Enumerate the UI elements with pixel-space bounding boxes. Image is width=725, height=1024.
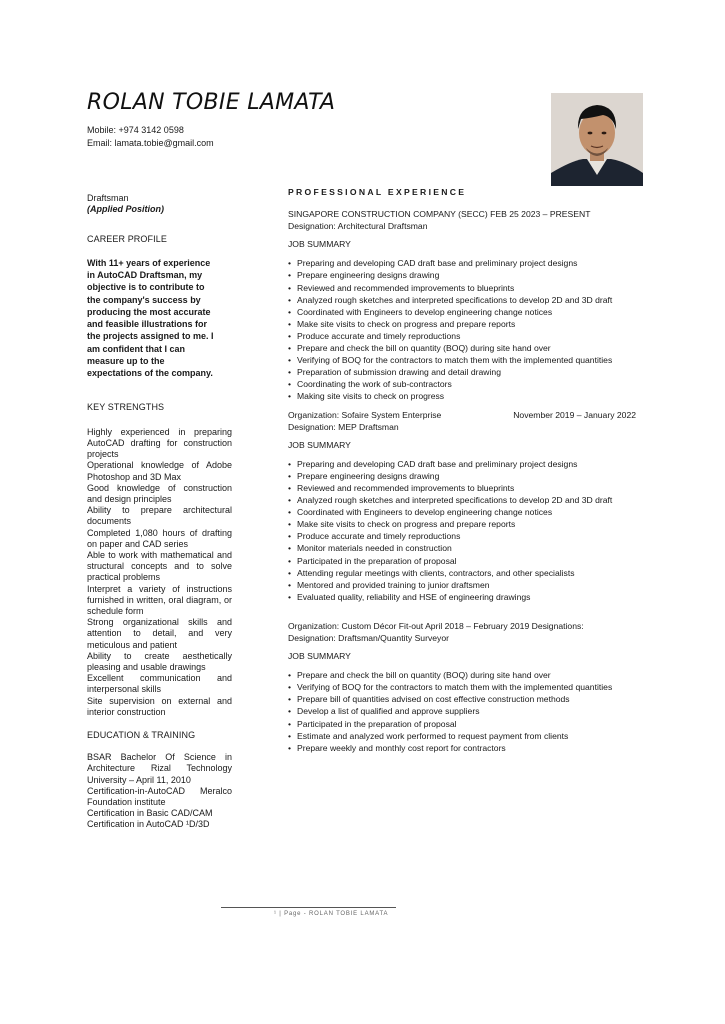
duty-item: • Prepare engineering designs drawing bbox=[288, 470, 636, 482]
duty-item: • Verifying of BOQ for the contractors to match them with the implemented quantities bbox=[288, 681, 636, 693]
duty-item: • Mentored and provided training to junior draftsmen bbox=[288, 579, 636, 591]
key-strengths-list bbox=[87, 427, 232, 718]
company-line: SINGAPORE CONSTRUCTION COMPANY (SECC) FEB 25 2023 – PRESENT bbox=[288, 209, 591, 220]
education-item: BSAR Bachelor Of Science in Architecture Rizal Technology University – April 11, 2010 bbox=[87, 752, 232, 785]
duty-item: • Coordinating the work of sub-contractors bbox=[288, 378, 636, 390]
profile-line: With 11+ years of experience bbox=[87, 257, 211, 268]
duty-item: • Make site visits to check on progress and prepare reports bbox=[288, 518, 636, 530]
career-profile-text bbox=[87, 257, 232, 380]
education-item: Certification-in-AutoCAD Meralco Foundation institute bbox=[87, 785, 232, 808]
contact-block bbox=[87, 124, 214, 149]
job-summary-heading: JOB SUMMARY bbox=[288, 651, 351, 662]
designation-line: Designation: MEP Draftsman bbox=[288, 421, 399, 432]
strength-item: Interpret a variety of instructions furnished in written, oral diagram, or schedule form bbox=[87, 583, 232, 617]
left-column bbox=[87, 193, 232, 831]
profile-line: am confident that I can bbox=[87, 343, 186, 354]
duty-item: • Evaluated quality, reliability and HSE of engineering drawings bbox=[288, 591, 636, 603]
duty-item: • Prepare engineering designs drawing bbox=[288, 269, 636, 281]
organization-line: Organization: Custom Décor Fit-out April 2018 – February 2019 Designations: bbox=[288, 620, 584, 631]
strength-item: Highly experienced in preparing AutoCAD drafting for construction projects bbox=[87, 426, 232, 460]
employment-dates: November 2019 – January 2022 bbox=[513, 409, 636, 420]
key-strengths-heading: KEY STRENGTHS bbox=[87, 401, 165, 412]
strength-item: Strong organizational skills and attention to detail, and very meticulous and patient bbox=[87, 617, 232, 650]
duty-item: • Develop a list of qualified and approve suppliers bbox=[288, 705, 636, 717]
duty-item: • Coordinated with Engineers to develop engineering change notices bbox=[288, 306, 636, 318]
profile-line: objective is to contribute to bbox=[87, 282, 205, 293]
organization-row bbox=[288, 409, 636, 421]
duty-item: • Attending regular meetings with clients, contractors, and other specialists bbox=[288, 567, 636, 579]
profile-line: and feasible illustrations for bbox=[87, 319, 208, 330]
duty-item: • Estimate and analyzed work performed to request payment from clients bbox=[288, 730, 636, 742]
education-heading: EDUCATION & TRAINING bbox=[87, 730, 196, 741]
duty-item: • Participated in the preparation of proposal bbox=[288, 555, 636, 567]
designation-line: Designation: Architectural Draftsman bbox=[288, 221, 428, 232]
career-profile-heading: CAREER PROFILE bbox=[87, 234, 167, 245]
duty-item: • Verifying of BOQ for the contractors to match them with the implemented quantities bbox=[288, 354, 636, 366]
profile-line: producing the most accurate bbox=[87, 306, 211, 317]
job-entry bbox=[288, 409, 636, 603]
duty-item: • Participated in the preparation of proposal bbox=[288, 718, 636, 730]
duty-item: • Analyzed rough sketches and interpreted specifications to develop 2D and 3D draft bbox=[288, 494, 636, 506]
footer-divider bbox=[221, 907, 396, 908]
strength-item: Completed 1,080 hours of drafting on paper and CAD series bbox=[87, 527, 232, 549]
duty-item: • Making site visits to check on progress bbox=[288, 390, 636, 402]
job-summary-heading: JOB SUMMARY bbox=[288, 239, 351, 250]
page-footer: ¹ | Page - ROLAN TOBIE LAMATA bbox=[274, 911, 389, 917]
email-address: Email: lamata.tobie@gmail.com bbox=[87, 137, 214, 148]
education-item: Certification in AutoCAD ¹D/3D bbox=[87, 819, 210, 830]
organization-name: Organization: Sofaire System Enterprise bbox=[288, 409, 442, 420]
duty-item: • Monitor materials needed in construction bbox=[288, 542, 636, 554]
profile-photo bbox=[551, 93, 643, 186]
duty-item: • Prepare and check the bill on quantity (BOQ) during site hand over bbox=[288, 669, 636, 681]
portrait-image bbox=[551, 93, 643, 186]
job-entry bbox=[288, 208, 636, 402]
strength-item: Able to work with mathematical and structural concepts and to solve practical problems bbox=[87, 550, 232, 583]
profile-line: in AutoCAD Draftsman, my bbox=[87, 269, 203, 280]
duties-list bbox=[288, 669, 636, 754]
duties-list bbox=[288, 257, 636, 402]
duty-item: • Produce accurate and timely reproductions bbox=[288, 530, 636, 542]
duty-item: • Reviewed and recommended improvements to blueprints bbox=[288, 282, 636, 294]
duty-item: • Reviewed and recommended improvements to blueprints bbox=[288, 482, 636, 494]
profile-line: measure up to the bbox=[87, 355, 165, 366]
education-list bbox=[87, 752, 232, 830]
strength-item: Operational knowledge of Adobe Photoshop and 3D Max bbox=[87, 460, 232, 482]
profile-line: the company's success by bbox=[87, 294, 201, 305]
job-summary-heading: JOB SUMMARY bbox=[288, 439, 351, 450]
professional-experience-heading: PROFESSIONAL EXPERIENCE bbox=[288, 187, 467, 197]
strength-item: Ability to create aesthetically pleasing and usable drawings bbox=[87, 650, 232, 673]
duty-item: • Preparing and developing CAD draft base and preliminary project designs bbox=[288, 458, 636, 470]
right-column bbox=[288, 186, 636, 754]
duties-list bbox=[288, 458, 636, 603]
position-title: Draftsman bbox=[87, 193, 129, 203]
strength-item: Ability to prepare architectural documents bbox=[87, 505, 232, 527]
job-entry bbox=[288, 620, 636, 754]
position-note: (Applied Position) bbox=[87, 204, 164, 215]
education-item: Certification in Basic CAD/CAM bbox=[87, 808, 213, 819]
duty-item: • Prepare and check the bill on quantity (BOQ) during site hand over bbox=[288, 342, 636, 354]
strength-item: Good knowledge of construction and design principles bbox=[87, 482, 232, 504]
strength-item: Site supervision on external and interior construction bbox=[87, 695, 232, 717]
profile-line: the projects assigned to me. I bbox=[87, 331, 214, 342]
duty-item: • Prepare bill of quantities advised on cost effective construction methods bbox=[288, 693, 636, 705]
duty-item: • Analyzed rough sketches and interpreted specifications to develop 2D and 3D draft bbox=[288, 294, 636, 306]
mobile-number: Mobile: +974 3142 0598 bbox=[87, 125, 184, 135]
duty-item: • Preparation of submission drawing and detail drawing bbox=[288, 366, 636, 378]
duty-item: • Prepare weekly and monthly cost report for contractors bbox=[288, 742, 636, 754]
duty-item: • Produce accurate and timely reproductions bbox=[288, 330, 636, 342]
profile-line: expectations of the company. bbox=[87, 368, 213, 379]
candidate-name: ROLAN TOBIE LAMATA bbox=[87, 90, 336, 115]
duty-item: • Coordinated with Engineers to develop engineering change notices bbox=[288, 506, 636, 518]
designation-line: Designation: Draftsman/Quantity Surveyor bbox=[288, 633, 449, 643]
strength-item: Excellent communication and interpersonal skills bbox=[87, 673, 232, 695]
duty-item: • Make site visits to check on progress and prepare reports bbox=[288, 318, 636, 330]
duty-item: • Preparing and developing CAD draft base and preliminary project designs bbox=[288, 257, 636, 269]
